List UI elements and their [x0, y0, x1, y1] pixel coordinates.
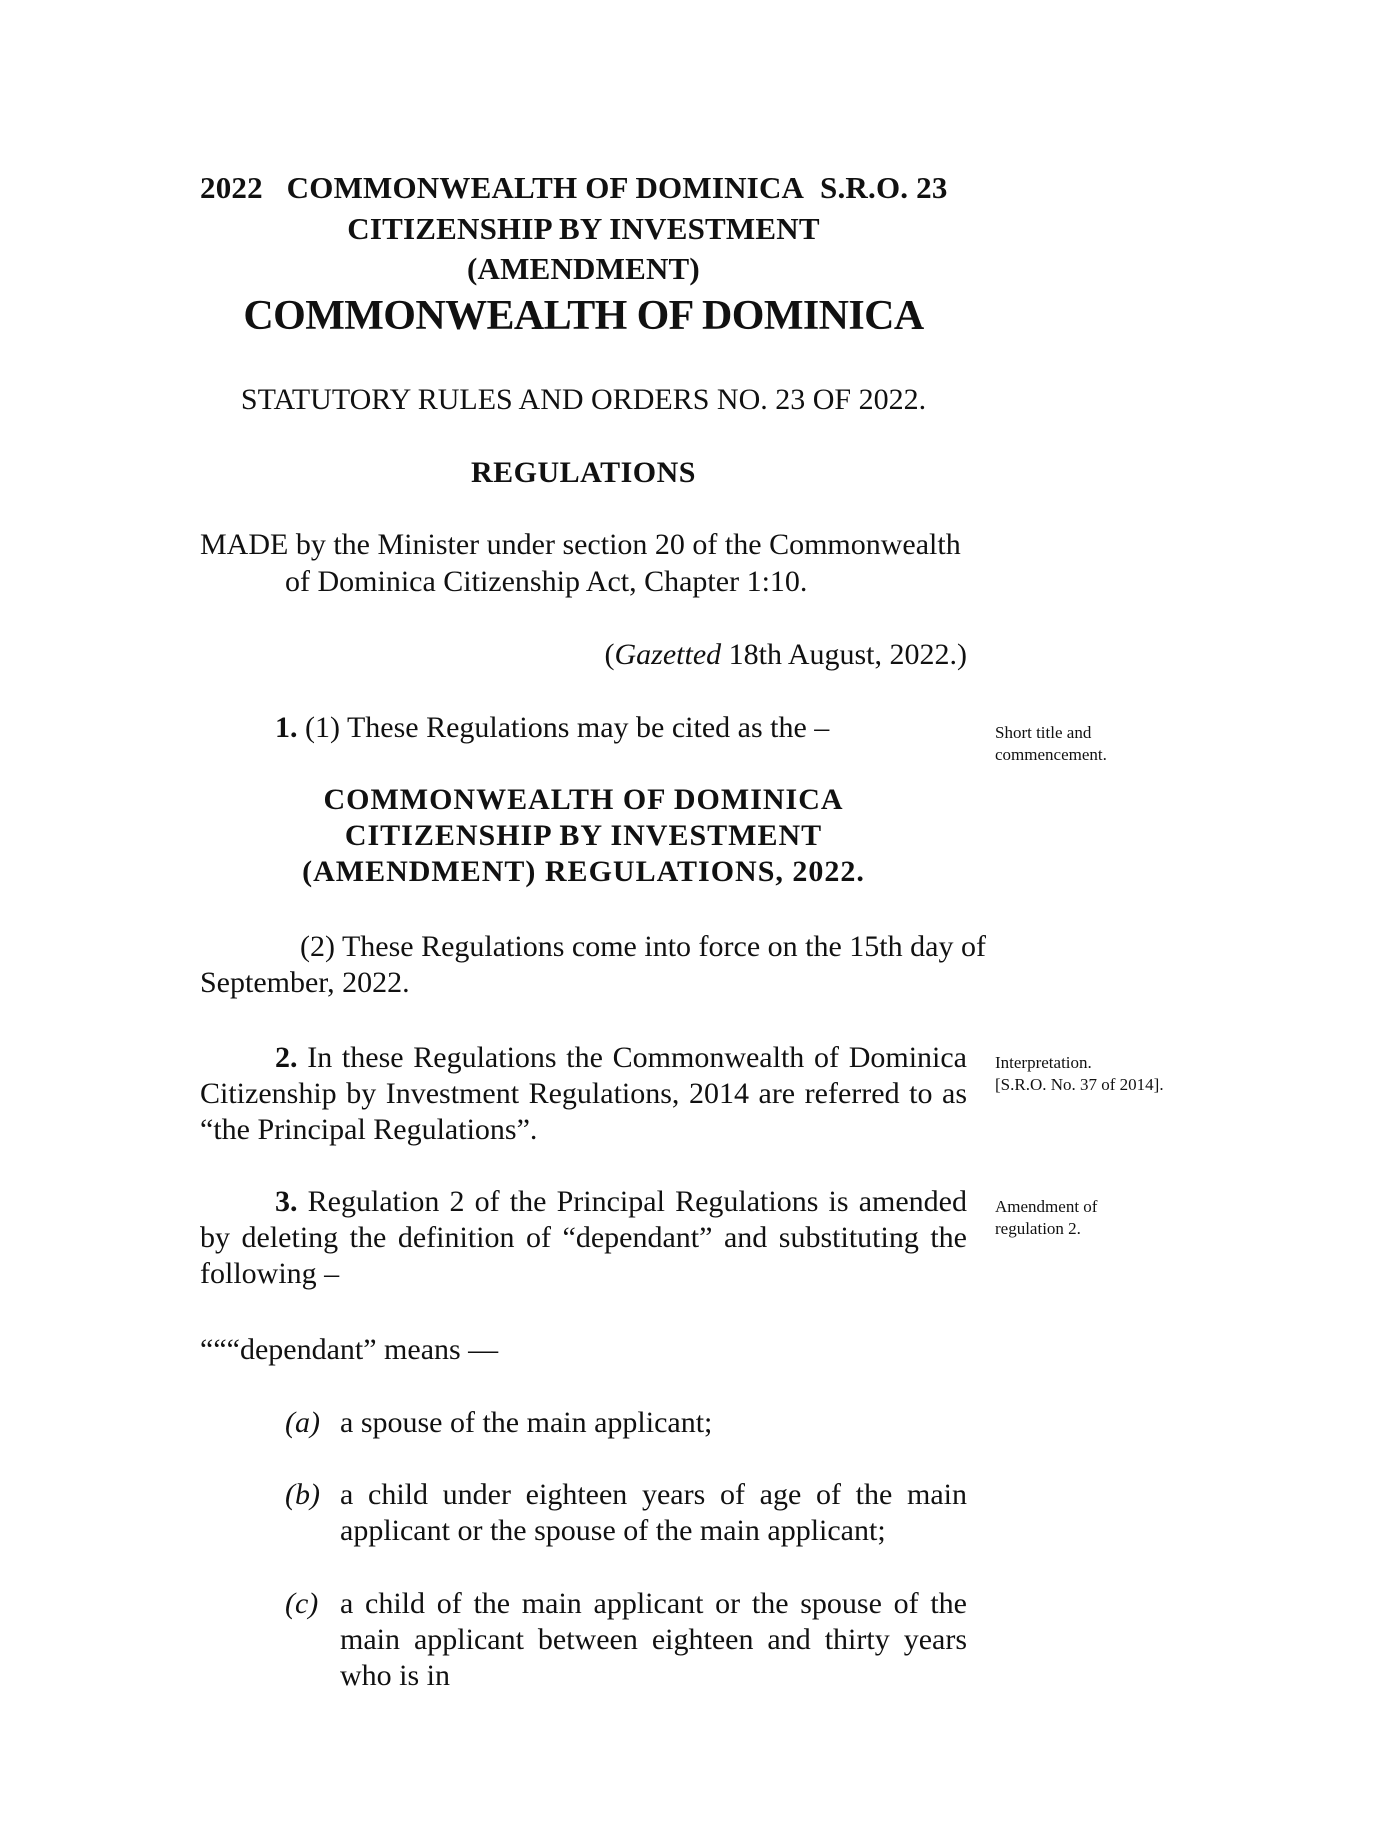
- section-3: [200, 1184, 967, 1292]
- margin-note-1-line1: Short title and: [995, 723, 1092, 742]
- citation-title: [200, 782, 967, 890]
- item-a-letter: (a): [285, 1406, 320, 1439]
- gazetted-open: (: [604, 638, 615, 671]
- header-year: 2022: [200, 170, 263, 205]
- section-1-sub2-line1: (2) These Regulations come into force on the 15th day of: [300, 930, 986, 963]
- margin-note-1: [995, 722, 1107, 766]
- section-2-text: In these Regulations the Commonwealth of Dominica Citizenship by Investment Regulations, 2014 are referred to as “the Principal Regulations”.: [200, 1041, 968, 1146]
- margin-note-2: [995, 1052, 1164, 1096]
- made-by-line2: of Dominica Citizenship Act, Chapter 1:10.: [285, 565, 808, 598]
- margin-note-1-line2: commencement.: [995, 745, 1107, 764]
- definition-lead: “““dependant” means —: [200, 1333, 499, 1366]
- section-3-number: 3.: [275, 1185, 298, 1218]
- margin-note-3-line1: Amendment of: [995, 1197, 1098, 1216]
- header-subject-line1: CITIZENSHIP BY INVESTMENT: [347, 211, 820, 246]
- header-jurisdiction: COMMONWEALTH OF DOMINICA: [286, 170, 805, 205]
- section-2-number: 2.: [275, 1041, 298, 1074]
- item-a-text: a spouse of the main applicant;: [340, 1406, 713, 1439]
- made-by-line1: MADE by the Minister under section 20 of the Commonwealth: [200, 528, 961, 561]
- gazetted-label: Gazetted: [614, 638, 722, 671]
- definition-item-b: [285, 1477, 320, 1513]
- gazetted-date-text: 18th August, 2022.): [721, 638, 967, 671]
- section-1-number: 1.: [275, 711, 298, 744]
- item-c-text: a child of the main applicant or the spouse of the main applicant between eighteen and thirty years who is in: [340, 1587, 967, 1692]
- section-1: [275, 710, 829, 746]
- margin-note-2-line1: Interpretation.: [995, 1053, 1092, 1072]
- citation-line1: COMMONWEALTH OF DOMINICA: [323, 783, 844, 816]
- sro-line: STATUTORY RULES AND ORDERS NO. 23 OF 2022.: [240, 383, 927, 416]
- citation-line2: CITIZENSHIP BY INVESTMENT: [344, 819, 823, 852]
- definition-item-a: [285, 1405, 320, 1441]
- section-1-sub2-line2: September, 2022.: [200, 966, 410, 999]
- margin-note-3-line2: regulation 2.: [995, 1219, 1081, 1238]
- definition-item-c: [285, 1586, 318, 1622]
- margin-note-2-line2: [S.R.O. No. 37 of 2014].: [995, 1075, 1164, 1094]
- running-header: [200, 170, 948, 206]
- main-title: COMMONWEALTH OF DOMINICA: [243, 293, 924, 339]
- item-b-letter: (b): [285, 1478, 320, 1511]
- section-2: [200, 1040, 967, 1148]
- section-3-text: Regulation 2 of the Principal Regulations is amended by deleting the definition of “dependant” and substituting the following –: [200, 1185, 968, 1290]
- section-1-text: (1) These Regulations may be cited as the –: [305, 711, 830, 744]
- margin-note-3: [995, 1196, 1097, 1240]
- item-c-letter: (c): [285, 1587, 319, 1620]
- header-subject-line2: (AMENDMENT): [467, 251, 700, 286]
- citation-line3: (AMENDMENT) REGULATIONS, 2022.: [302, 855, 865, 888]
- item-b-text: a child under eighteen years of age of the main applicant or the spouse of the main applicant;: [340, 1478, 967, 1547]
- gazetted-date: [200, 637, 967, 673]
- header-sro: S.R.O. 23: [820, 170, 948, 205]
- doc-type: REGULATIONS: [471, 456, 696, 489]
